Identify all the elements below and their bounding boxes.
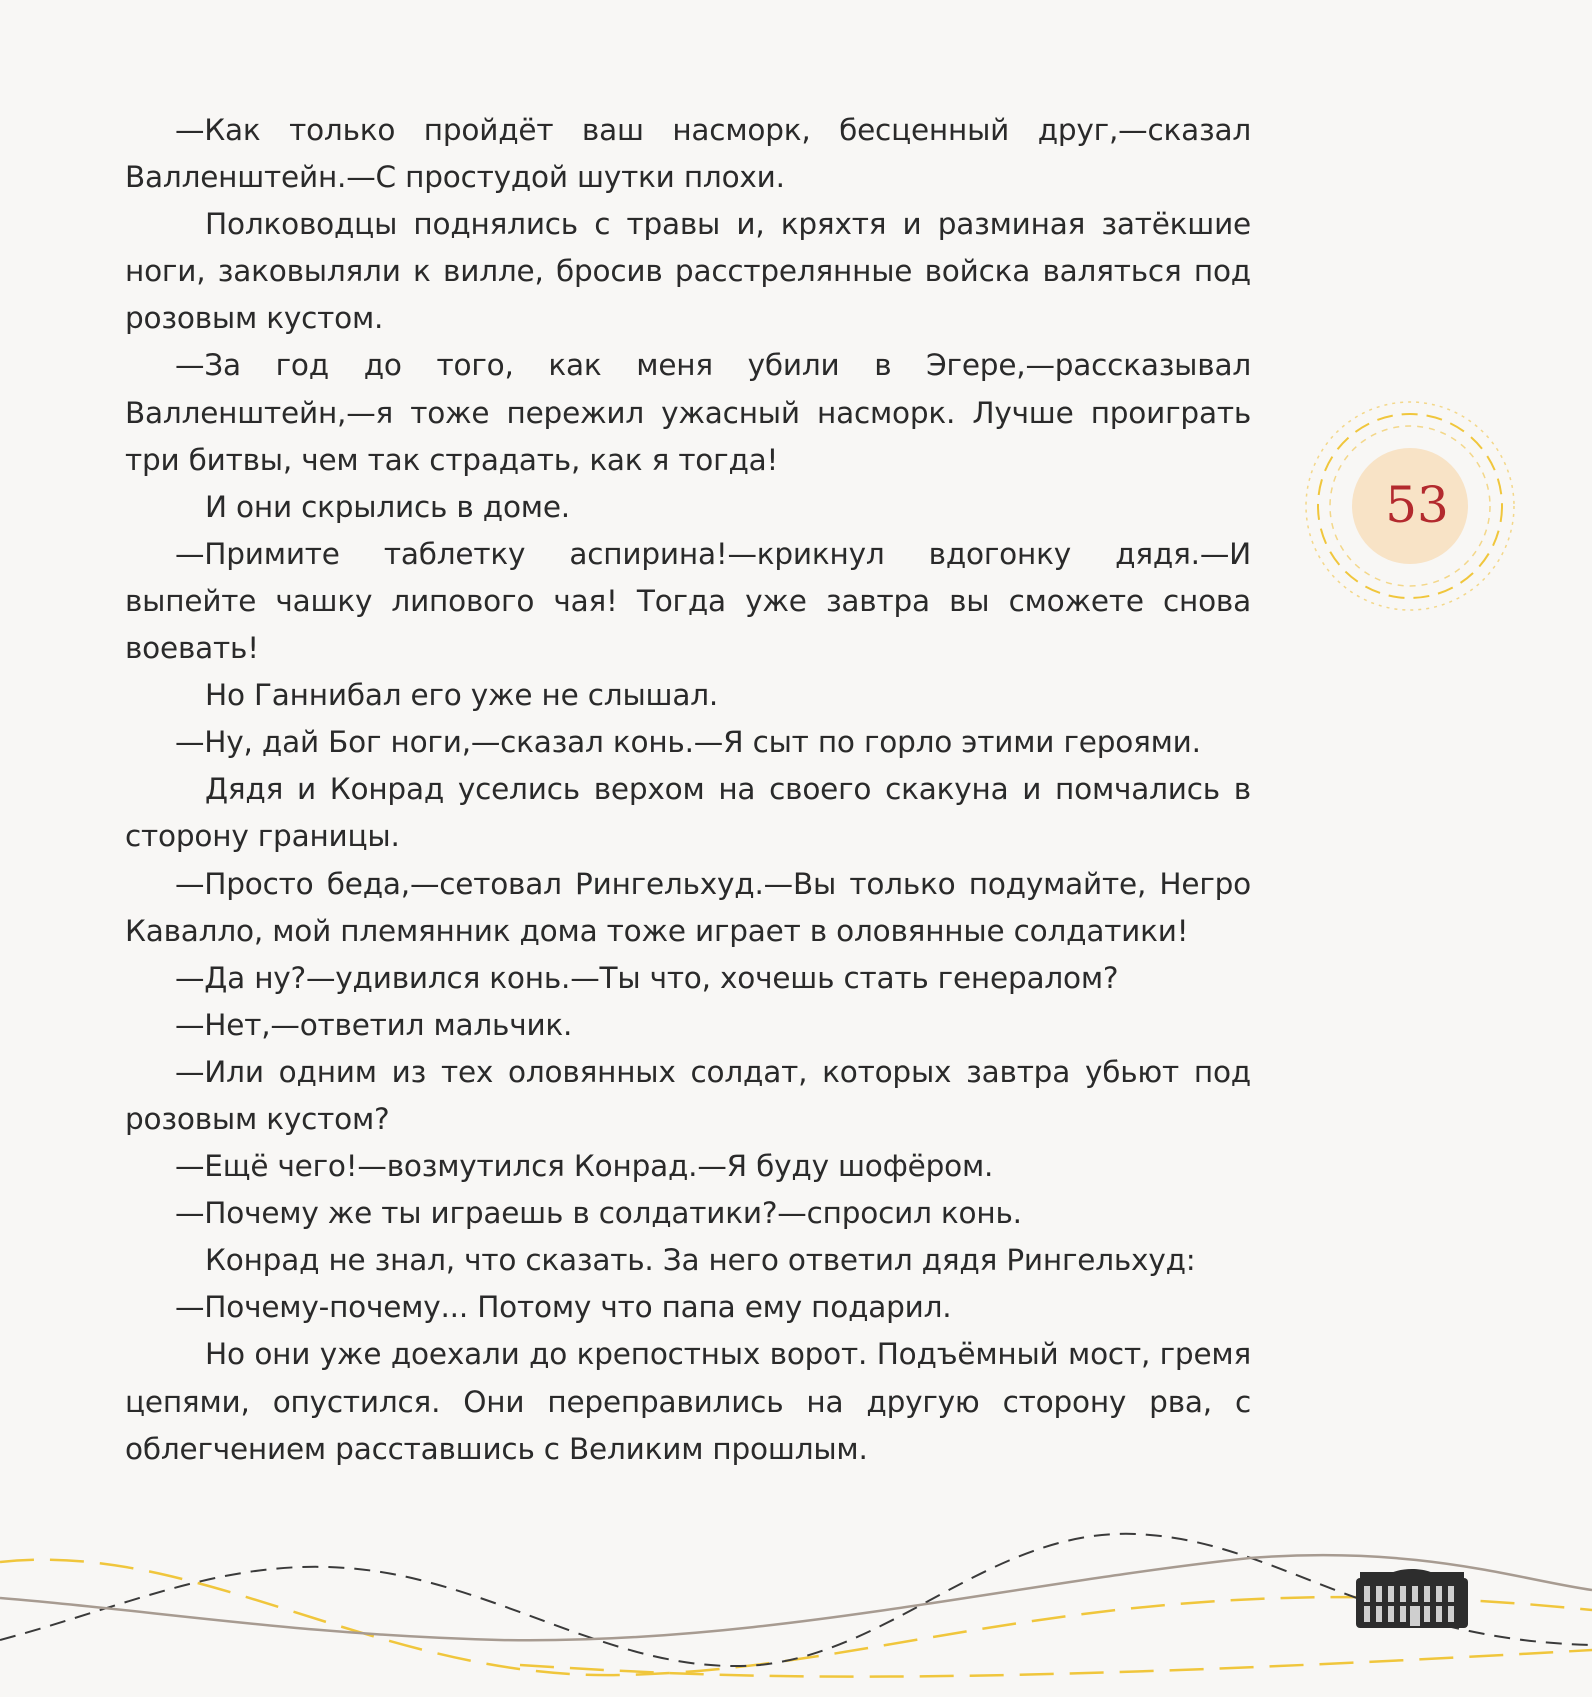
paragraph: —Или одним из тех оловянных солдат, которых завтра убьют под розовым кустом? [125, 1054, 1251, 1136]
paragraph: —Просто беда,—сетовал Рингельхуд.—Вы только подумайте, Негро Кавалло, мой племянник дома тоже играет в оловянные солдатики! [125, 866, 1251, 948]
paragraph: —Ну, дай Бог ноги,—сказал конь.—Я сыт по горло этими героями. [175, 725, 1201, 760]
paragraph: —Нет,—ответил мальчик. [175, 1007, 573, 1042]
paragraph: Конрад не знал, что сказать. За него ответил дядя Рингельхуд: [205, 1243, 1196, 1278]
paragraph: —Почему же ты играешь в солдатики?—спросил конь. [175, 1196, 1022, 1231]
paragraph: —Почему-почему... Потому что папа ему подарил. [175, 1290, 952, 1325]
paragraph: Но они уже доехали до крепостных ворот. Подъёмный мост, гремя цепями, опустился. Они переправились на другую сторону рва, с облегчением расставшись с Великим прошлым. [125, 1337, 1251, 1466]
building-icon [1354, 1564, 1470, 1630]
paragraph: Полководцы поднялись с травы и, кряхтя и разминая затёкшие ноги, заковыляли к вилле, бросив расстрелянные войска валяться под розовым кустом. [125, 207, 1251, 336]
paragraph: —За год до того, как меня убили в Эгере,—рассказывал Валленштейн,—я тоже пережил ужасный насморк. Лучше проиграть три битвы, чем так страдать, как я тогда! [125, 348, 1251, 477]
paragraph: —Ещё чего!—возмутился Конрад.—Я буду шофёром. [175, 1149, 994, 1184]
paragraph: Дядя и Конрад уселись верхом на своего скакуна и помчались в сторону границы. [125, 772, 1251, 854]
body-text [125, 107, 1251, 1473]
page-number: 53 [1385, 476, 1449, 534]
paragraph: —Примите таблетку аспирина!—крикнул вдогонку дядя.—И выпейте чашку липового чая! Тогда уже завтра вы сможете снова воевать! [125, 536, 1251, 666]
paragraph: И они скрылись в доме. [205, 489, 570, 524]
paragraph: —Как только пройдёт ваш насморк, бесценный друг,—сказал Валленштейн.—С простудой шутки плохи. [125, 113, 1251, 195]
paragraph: —Да ну?—удивился конь.—Ты что, хочешь стать генералом? [175, 960, 1119, 995]
yellow-dashed-wave-lower [520, 1650, 1592, 1677]
paragraph: Но Ганнибал его уже не слышал. [205, 678, 719, 713]
